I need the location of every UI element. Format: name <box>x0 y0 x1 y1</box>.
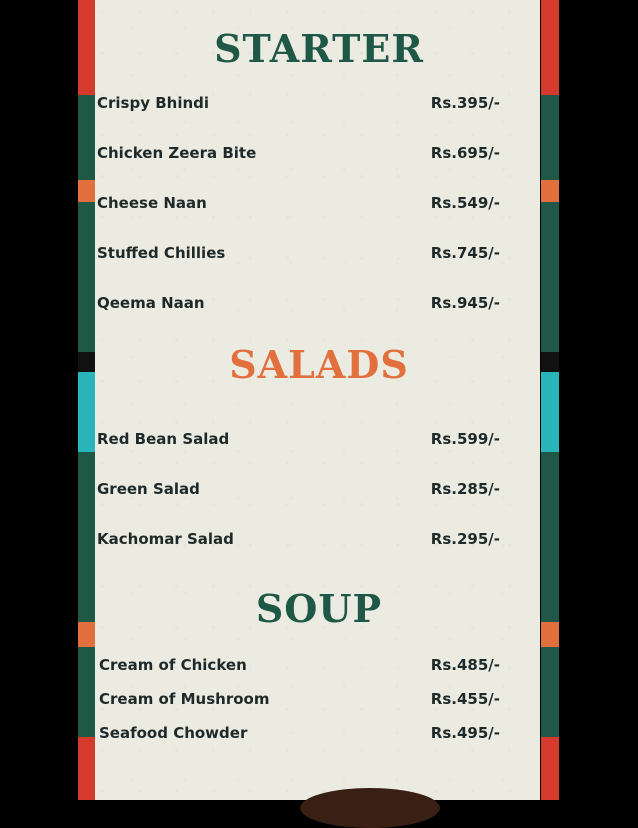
item-name: Cream of Chicken <box>99 656 247 674</box>
item-name: Seafood Chowder <box>99 724 248 742</box>
item-name: Qeema Naan <box>97 294 205 312</box>
decorative-bowl-image <box>300 788 440 828</box>
menu-paper <box>95 0 540 800</box>
item-name: Crispy Bhindi <box>97 94 210 112</box>
item-price: Rs.549/- <box>430 194 500 212</box>
item-price: Rs.599/- <box>430 430 500 448</box>
item-price: Rs.455/- <box>430 690 500 708</box>
item-price: Rs.945/- <box>430 294 500 312</box>
item-name: Cream of Mushroom <box>99 690 270 708</box>
menu-item <box>97 480 500 502</box>
item-price: Rs.485/- <box>430 656 500 674</box>
menu-item <box>99 724 500 746</box>
section-title-soup: SOUP <box>255 586 383 631</box>
menu-item <box>97 94 500 116</box>
menu-frame <box>78 0 559 800</box>
menu-item <box>97 530 500 552</box>
menu-item <box>97 194 500 216</box>
item-price: Rs.695/- <box>430 144 500 162</box>
item-name: Green Salad <box>97 480 200 498</box>
item-name: Stuffed Chillies <box>97 244 226 262</box>
item-price: Rs.495/- <box>430 724 500 742</box>
item-price: Rs.395/- <box>430 94 500 112</box>
decorative-border-right <box>541 0 559 800</box>
menu-item <box>97 430 500 452</box>
menu-item <box>99 656 500 678</box>
item-price: Rs.745/- <box>430 244 500 262</box>
item-name: Cheese Naan <box>97 194 207 212</box>
menu-item <box>97 144 500 166</box>
menu-item <box>99 690 500 712</box>
section-title-salads: SALADS <box>229 342 409 387</box>
item-name: Kachomar Salad <box>97 530 234 548</box>
item-name: Chicken Zeera Bite <box>97 144 257 162</box>
menu-item <box>97 294 500 316</box>
item-price: Rs.295/- <box>430 530 500 548</box>
section-title-starter: STARTER <box>214 26 424 71</box>
decorative-border-left <box>78 0 96 800</box>
menu-item <box>97 244 500 266</box>
item-name: Red Bean Salad <box>97 430 230 448</box>
item-price: Rs.285/- <box>430 480 500 498</box>
